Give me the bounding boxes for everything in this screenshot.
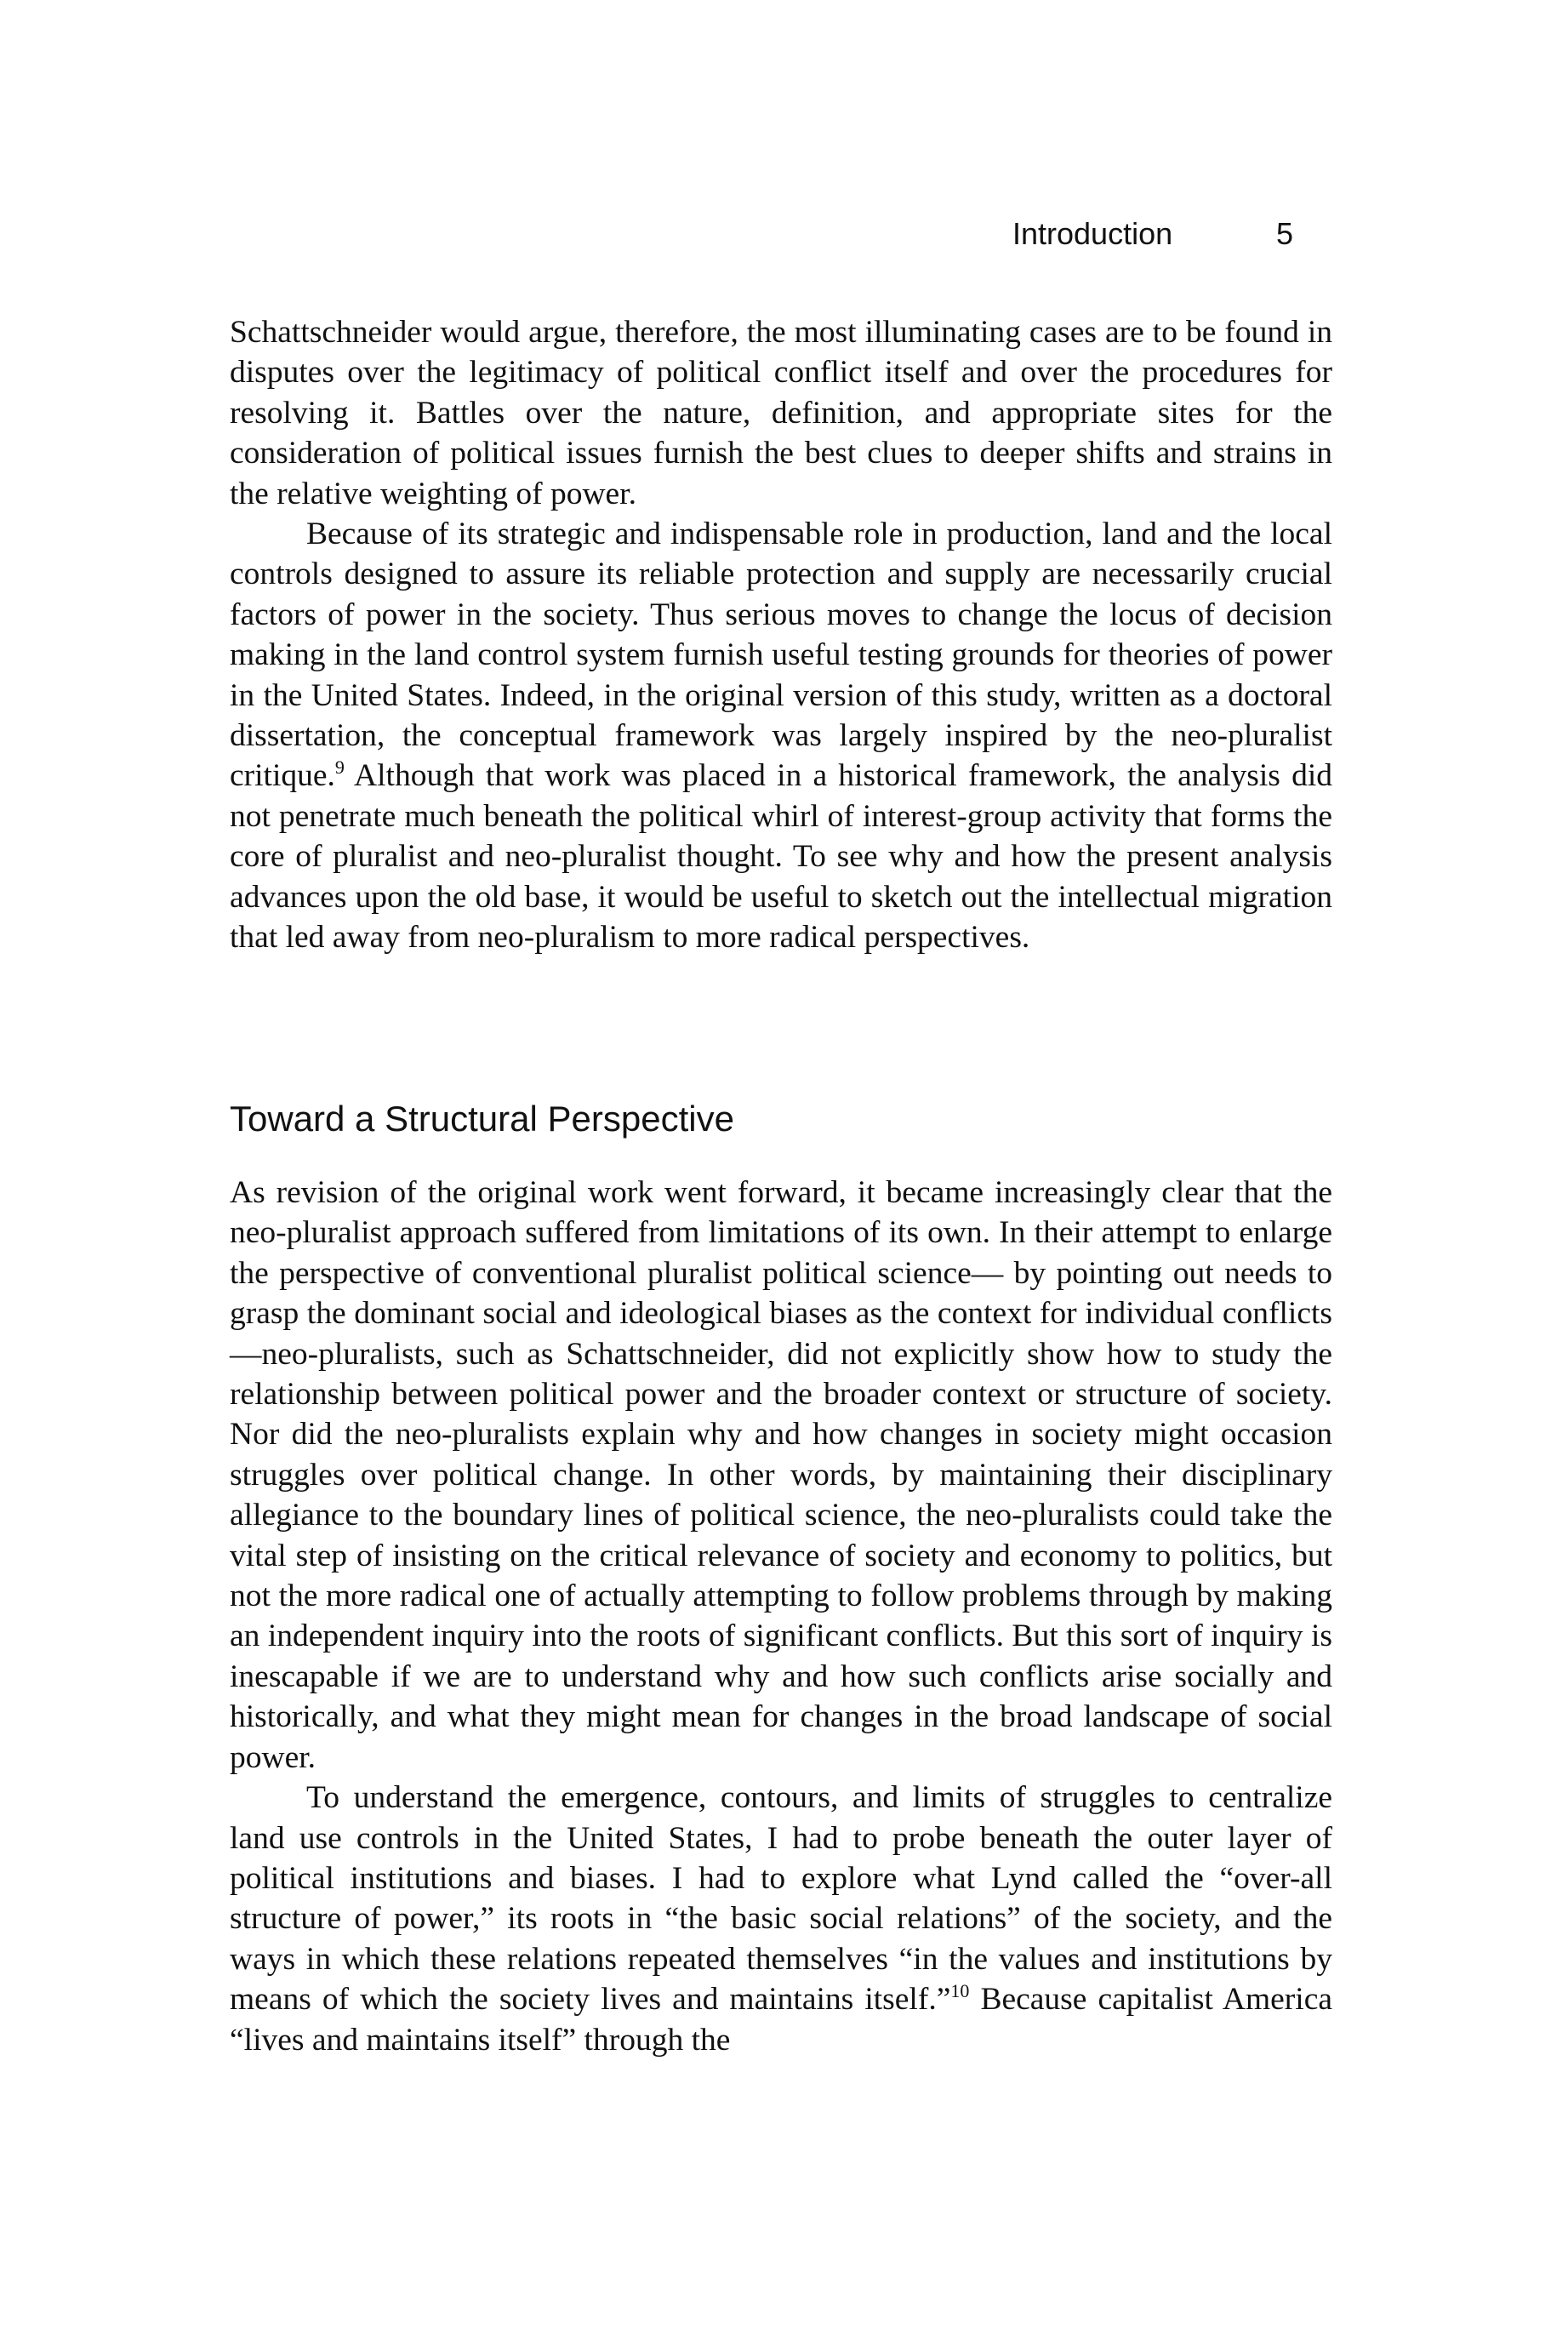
paragraph-text: Although that work was placed in a historical framework, the analysis did not penetrate much beneath the political whirl of interest-group activity that forms the core of pluralist and neo-pluralist thought. To see why and how the present analysis advances upon the old base, it would be useful to sketch out the intellectual migration that led away from neo-pluralism to more radical perspectives. <box>230 758 1332 956</box>
section-text <box>230 1173 1332 2060</box>
page-number: 5 <box>1275 216 1293 251</box>
paragraph-revision: As revision of the original work went forward, it became increasingly clear that the neo-pluralist approach suffered from limitations of its own. In their attempt to enlarge the perspective of conventional pluralist political science— by pointing out needs to grasp the dominant social and ideological biases as the context for individual conflicts—neo-pluralists, such as Schattschneider, did not explicitly show how to study the relationship between political power and the broader context or structure of society. Nor did the neo-pluralists explain why and how changes in society might occasion struggles over political change. In other words, by maintaining their disciplinary allegiance to the boundary lines of political science, the neo-pluralists could take the vital step of insisting on the critical relevance of society and economy to politics, but not the more radical one of actually attempting to follow problems through by making an independent inquiry into the roots of significant conflicts. But this sort of inquiry is inescapable if we are to understand why and how such conflicts arise socially and historically, and what they might mean for changes in the broad landscape of social power. <box>230 1175 1332 1775</box>
paragraph-text: To understand the emergence, contours, and limits of struggles to centralize land use controls in the United States, I had to probe beneath the outer layer of political institutions and biases. I had to explore what Lynd called the “over-all structure of power,” its roots in “the basic social relations” of the society, and the ways in which these relations repeated themselves “in the values and institutions by means of which the society lives and maintains itself.” <box>230 1780 1332 2018</box>
paragraph-understanding <box>230 1778 1332 2060</box>
paragraph-text: Because capitalist America “lives and maintains itself” through the <box>230 1982 1333 2058</box>
running-title: Introduction <box>1012 216 1173 251</box>
footnote-marker: 10 <box>950 1980 970 2002</box>
section-heading: Toward a Structural Perspective <box>230 1099 734 1139</box>
paragraph-land-controls <box>230 514 1332 957</box>
paragraph-text: Because of its strategic and indispensable role in production, land and the local controls designed to assure its reliable protection and supply are necessarily crucial factors of power in the society. Thus serious moves to change the locus of decision making in the land control system furnish useful testing grounds for theories of power in the United States. Indeed, in the original version of this study, written as a doctoral dissertation, the conceptual framework was largely inspired by the neo-pluralist critique. <box>230 517 1332 794</box>
opening-text <box>230 312 1332 958</box>
footnote-marker: 9 <box>334 756 345 779</box>
running-head <box>1004 213 1310 264</box>
paragraph-continuation: Schattschneider would argue, therefore, the most illuminating cases are to be found in disputes over the legitimacy of political conflict itself and over the procedures for resolving it. Battles over the nature, definition, and appropriate sites for the consideration of political issues furnish the best clues to deeper shifts and strains in the relative weighting of power. <box>230 315 1332 511</box>
